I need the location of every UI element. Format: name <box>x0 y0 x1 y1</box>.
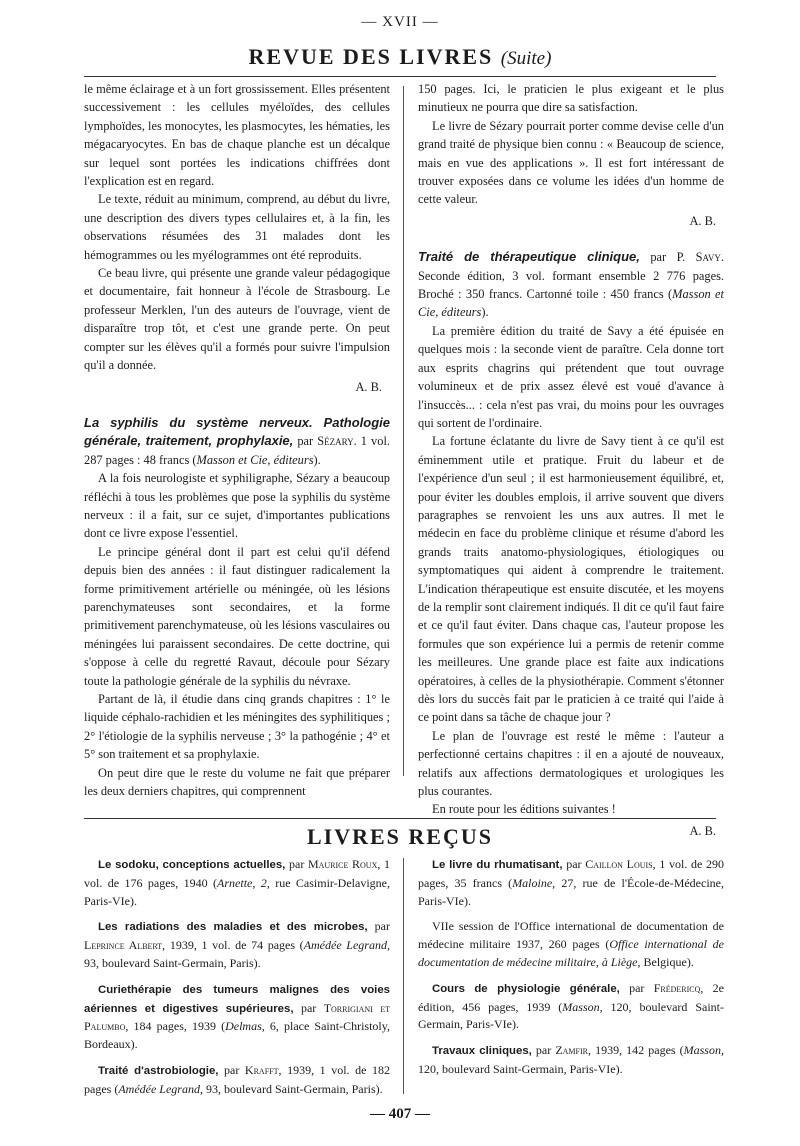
received-book-author: Zamfir <box>555 1043 588 1058</box>
book-author: P. Savy <box>676 250 721 265</box>
received-book-entry <box>418 980 724 1034</box>
received-book-address: Belgique). <box>640 954 694 969</box>
section-title-suite: (Suite) <box>500 48 552 69</box>
received-book-author: Maurice Roux <box>307 857 378 871</box>
recus-right-column <box>418 856 724 1087</box>
received-book-title: Les radiations des maladies et des microbes, <box>98 921 368 934</box>
right-column <box>418 80 724 850</box>
received-book-publisher: Amédée Legrand, <box>303 938 390 953</box>
paragraph: La première édition du traité de Savy a été épuisée en quelques mois : la seconde vient de paraître. Cela donne tort aux esprits chagrins qui prétendent que tout ouvrage volumineux et de prix assez élevé est voué d'avance à l'insuccès... : cela n'est pas vrai, du moins pour les ouvrages qui sortent de l'ordinaire. <box>418 323 724 430</box>
received-book-details: , 1 vol. de 176 pages, 1940 ( <box>84 857 391 890</box>
book-review-therapeutique <box>418 248 724 840</box>
received-book-entry <box>84 918 390 972</box>
received-book-entry <box>84 856 390 910</box>
received-book-publisher: Masson, <box>562 999 603 1014</box>
paragraph: le même éclairage et à un fort grossissement. Elles présentent successivement : les cellules myéloïdes, des cellules lymphoïdes, les monocytes, les plasmocytes, les hématies, les mégacaryocytes. En bas de chaque planche est un décalque sur lequel sont portées les indications chiffrées dont l'explication est en regard. <box>84 82 390 189</box>
book-close: ). <box>481 305 489 320</box>
book-publisher: Masson et Cie, éditeurs <box>196 452 314 467</box>
review-signature: A. B. <box>689 213 716 228</box>
book-details: . Seconde édition, 3 vol. formant ensemble 2 776 pages. Broché : 350 francs. Cartonné toile : 450 francs ( <box>418 250 724 302</box>
received-book-author: Krafft <box>244 1062 279 1077</box>
par-word: par <box>218 1062 245 1077</box>
section-title-text: REVUE DES LIVRES <box>248 44 494 69</box>
received-book-entry <box>84 981 390 1054</box>
received-book-address: 120, boulevard Saint-Germain, Paris-VIe). <box>418 1061 623 1076</box>
received-book-title: Cours de physiologie générale, <box>432 982 620 995</box>
paragraph: Le texte, réduit au minimum, comprend, au début du livre, une description des divers types cellulaires et, à la fin, les observations résumées des 31 malades dont les hémogrammes ou les myélogrammes ont été reproduits. <box>84 192 390 262</box>
column-divider-bottom <box>403 858 404 1094</box>
par-word: par <box>619 980 654 995</box>
received-book-publisher: Arnette, 2, <box>217 875 270 890</box>
par-word: par <box>562 857 586 871</box>
book-review-syphilis <box>84 414 390 801</box>
received-book-title: Curiethérapie des tumeurs malignes des voies aériennes et digestives supérieures, <box>84 983 390 1015</box>
received-book-details: , 2e édition, 456 pages, 1939 ( <box>418 980 724 1014</box>
paragraph: La fortune éclatante du livre de Savy tient à ce qu'il est éminemment utile et pratique. Fruit du labeur et de l'expérience d'un seul ; il est harmonieusement équilibré, et, pour éviter les doubles emplois, il arrive souvent que divers paragraphes se renvoient les uns aux autres. Il met le médecin en face du problème clinique et résume d'abord les grands traits anatomo-physiologiques, étiologiques ou symptomatiques qui aident à comprendre le traitement. L'indication thérapeutique est ensuite discutée, et les moyens de la remplir sont clairement indiqués. Il dit ce qu'il faut faire et ce qu'il faut éviter. Dans chaque cas, l'auteur propose les formules que son expérience lui a permis de retenir comme les meilleures. Une grande place est faite aux indications opératoires, à celles de la physiothérapie. Comment s'étonner dès lors du succès fait par le praticien à ce traité qui l'aide à ce point dans sa tâche de chaque jour ? <box>418 434 724 725</box>
received-book-author: Torrigiani et Palumbo <box>84 1000 390 1034</box>
paragraph: Le principe général dont il part est celui qu'il défend depuis bien des années : il faut distinguer radicalement la forme primitivement artérielle ou méningée, où les lésions parenchymateuses sont secondaires, et la forme primitivement parenchymateuse, où les lésions vasculaires ou méningées lui paraissent secondaires. De cette doctrine, qui s'oppose à celle du regretté Ravaut, découle pour Sézary toute la pathologie générale de la syphilis du névraxe. <box>84 544 390 688</box>
par-word: par <box>531 1043 556 1058</box>
page-number: — 407 — <box>370 1106 430 1122</box>
recus-left-column <box>84 856 390 1107</box>
received-book-title: Traité d'astrobiologie, <box>98 1064 219 1077</box>
received-book-author: Caillon Louis <box>585 857 653 871</box>
roman-page-number: — XVII — <box>361 14 439 30</box>
received-book-address: 120, boulevard Saint-Germain, Paris-VIe). <box>418 999 724 1032</box>
book-details: . 1 vol. 287 pages : 48 francs ( <box>84 434 390 467</box>
received-book-details: , 1939, 1 vol. de 74 pages ( <box>162 938 304 953</box>
book-publisher: Masson et Cie, éditeurs <box>418 287 724 320</box>
par-word: par <box>285 857 308 871</box>
book-heading <box>418 248 724 322</box>
received-book-address: rue Casimir-Delavigne, Paris-VIe). <box>84 875 390 908</box>
received-book-address: 93, boulevard Saint-Germain, Paris). <box>84 955 261 970</box>
paragraph: Partant de là, il étudie dans cinq grands chapitres : 1° le liquide céphalo-rachidien et les méningites des syphilitiques ; 2° l'étiologie de la syphilis nerveuse ; 3° la pathogénie ; 4° et 5° son traitement et sa prophylaxie. <box>84 692 390 762</box>
section-rule <box>84 818 716 819</box>
received-book-title: Travaux cliniques, <box>432 1045 532 1058</box>
paragraph: Le livre de Sézary pourrait porter comme devise celle d'un grand traité de physique bien connu : « Beaucoup de science, mais en vue des applications ». Il est fort intéressant de trouver exposées dans ce volume les idées d'un homme de cette valeur. <box>418 118 724 207</box>
livres-recus-title: LIVRES REÇUS <box>307 824 493 849</box>
received-book-address: 93, boulevard Saint-Germain, Paris). <box>202 1081 383 1096</box>
par-word: par <box>639 250 677 265</box>
par-word: par <box>293 434 318 449</box>
received-book-details: VIIe session de l'Office international de documentation de médecine militaire 1937, 260 pages ( <box>418 919 724 952</box>
par-word: par <box>293 1000 324 1015</box>
received-book-publisher: Office international de documentation de médecine militaire, à Liège, <box>418 937 724 969</box>
section-title <box>0 44 800 70</box>
par-word: par <box>367 919 390 934</box>
received-book-details: , 184 pages, 1939 ( <box>125 1019 226 1034</box>
received-book-entry <box>418 856 724 910</box>
column-divider <box>403 86 404 776</box>
received-book-publisher: Amédée Legrand, <box>118 1081 203 1096</box>
received-book-entry <box>418 1042 724 1079</box>
paragraph: 150 pages. Ici, le praticien le plus exigeant et le plus minutieux ne pourra que dire sa satisfaction. <box>418 82 724 115</box>
received-book-title: Le sodoku, conceptions actuelles, <box>98 859 286 871</box>
received-book-details: , 1939, 1 vol. de 182 pages ( <box>84 1062 390 1096</box>
book-close: ). <box>313 452 321 467</box>
received-book-entry <box>418 918 724 971</box>
paragraph: Ce beau livre, qui présente une grande valeur pédagogique et documentaire, fait honneur à l'école de Strasbourg. Le professeur Merklen, l'un des auteurs de l'ouvrage, vient de disparaître trop tôt, et c'est une grande perte. On peut compter sur les élèves qu'il a formés pour suivre l'impulsion qu'il a donnée. <box>84 266 390 373</box>
received-book-address: 27, rue de l'École-de-Médecine, Paris-VIe). <box>418 875 724 908</box>
received-book-details: , 1939, 142 pages ( <box>588 1043 684 1058</box>
received-book-publisher: Delmas, <box>225 1019 265 1034</box>
book-author: Sézary <box>317 434 354 449</box>
review-signature: A. B. <box>355 379 382 394</box>
received-book-details: , 1 vol. de 290 pages, 35 francs ( <box>418 857 724 890</box>
received-book-author: Frédericq <box>653 980 701 995</box>
book-title: La syphilis du système nerveux. Pathologie générale, traitement, prophylaxie, <box>84 414 390 449</box>
received-book-address: 6, place Saint-Christoly, Bordeaux). <box>84 1019 390 1052</box>
book-heading <box>84 414 390 469</box>
paragraph: On peut dire que le reste du volume ne fait que préparer les deux derniers chapitres, qui comprennent <box>84 765 390 799</box>
paragraph: Le plan de l'ouvrage est resté le même : l'auteur a perfectionné certains chapitres : il en a ajouté de nouveaux, relatifs aux affections dermatologiques et urologiques les plus courantes. <box>418 728 724 799</box>
top-rule <box>84 76 716 77</box>
left-column <box>84 80 390 800</box>
received-book-publisher: Masson, <box>683 1043 724 1058</box>
received-book-publisher: Maloine, <box>512 875 556 890</box>
book-title: Traité de thérapeutique clinique, <box>418 249 640 265</box>
received-book-author: Leprince Albert <box>84 938 163 953</box>
paragraph: En route pour les éditions suivantes ! <box>432 802 616 817</box>
received-book-title: Le livre du rhumatisant, <box>432 859 563 871</box>
review-signature: A. B. <box>689 823 716 838</box>
received-book-entry <box>84 1062 390 1099</box>
paragraph: A la fois neurologiste et syphiligraphe, Sézary a beaucoup réfléchi à tous les problèmes que pose la syphilis du système nerveux : il a fait, sur ce sujet, d'importantes publications dont ce livre expose l'essentiel. <box>84 471 390 541</box>
